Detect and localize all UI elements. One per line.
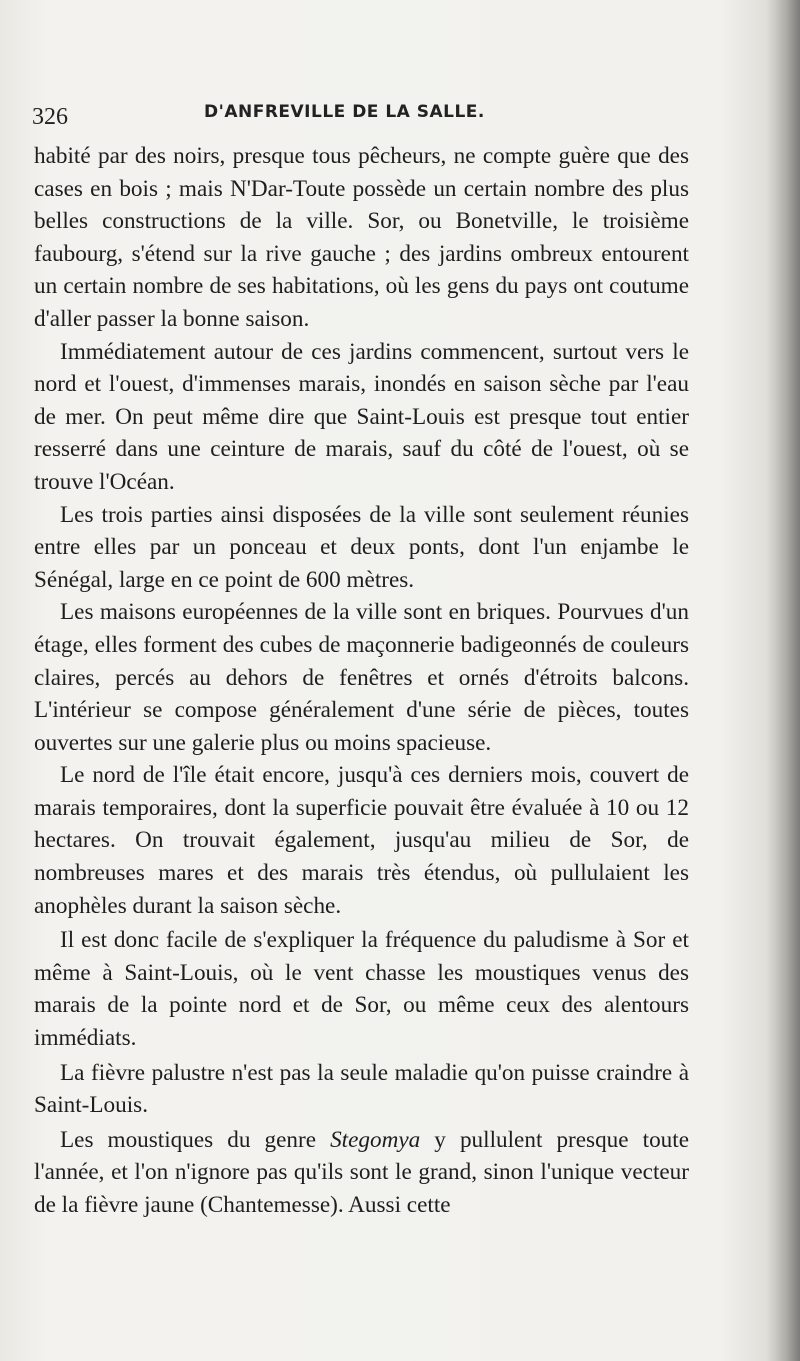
paragraph: Le nord de l'île était encore, jusqu'à ces derniers mois, couvert de marais temporaires, dont la superficie pouvait être évaluée à 10 ou 12 hectares. On trouvait également, jusqu'au milieu de Sor, de nombreuses mares et des marais très étendus, où pullulaient les anophèles durant la saison sèche. xyxy=(34,762,689,919)
paragraph: Les trois parties ainsi disposées de la ville sont seulement réunies entre elles par un ponceau et deux ponts, dont l'un enjambe le Sénégal, large en ce point de 600 mètres. xyxy=(34,501,689,593)
page-number: 326 xyxy=(32,104,68,130)
paragraph: La fièvre palustre n'est pas la seule maladie qu'on puisse craindre à Saint-Louis. xyxy=(34,1059,689,1119)
genus-name: Stegomya xyxy=(330,1126,421,1153)
paragraph: habité par des noirs, presque tous pêcheurs, ne compte guère que des cases en bois ; mais N'Dar-Toute possède un certain nombre des plus belles constructions de la ville. Sor, ou Bonetville, le troisième faubourg, s'étend sur la rive gauche ; des jardins ombreux entourent un certain nombre de ses habitations, où les gens du pays ont coutume d'aller passer la bonne saison. xyxy=(34,143,689,332)
paragraph: Il est donc facile de s'expliquer la fréquence du paludisme à Sor et même à Saint-Louis, où le vent chasse les moustiques venus des marais de la pointe nord et de Sor, ou même ceux des alentours immédiats. xyxy=(34,927,689,1052)
running-head: D'ANFREVILLE DE LA SALLE. xyxy=(204,102,485,122)
paragraph: Immédiatement autour de ces jardins commencent, surtout vers le nord et l'ouest, d'immenses marais, inondés en saison sèche par l'eau de mer. On peut même dire que Saint-Louis est presque tout entier resserré dans une ceinture de marais, sauf du côté de l'ouest, où se trouve l'Océan. xyxy=(34,338,689,495)
paragraph xyxy=(34,1124,689,1222)
paragraph-text: Les moustiques du genre xyxy=(60,1126,331,1153)
body-text xyxy=(34,140,689,1222)
binding-shadow xyxy=(766,0,800,1361)
paragraph-text: y pullulent presque toute l'année, et l'on n'ignore pas qu'ils sont le grand, sinon l'unique vecteur de la fièvre jaune (Chantemesse). Aussi cette xyxy=(34,1126,689,1218)
paragraph: Les maisons européennes de la ville sont en briques. Pourvues d'un étage, elles forment des cubes de maçonnerie badigeonnés de couleurs claires, percés au dehors de fenêtres et ornés d'étroits balcons. L'intérieur se compose généralement d'une série de pièces, toutes ouvertes sur une galerie plus ou moins spacieuse. xyxy=(34,599,689,756)
page-header xyxy=(32,96,692,136)
